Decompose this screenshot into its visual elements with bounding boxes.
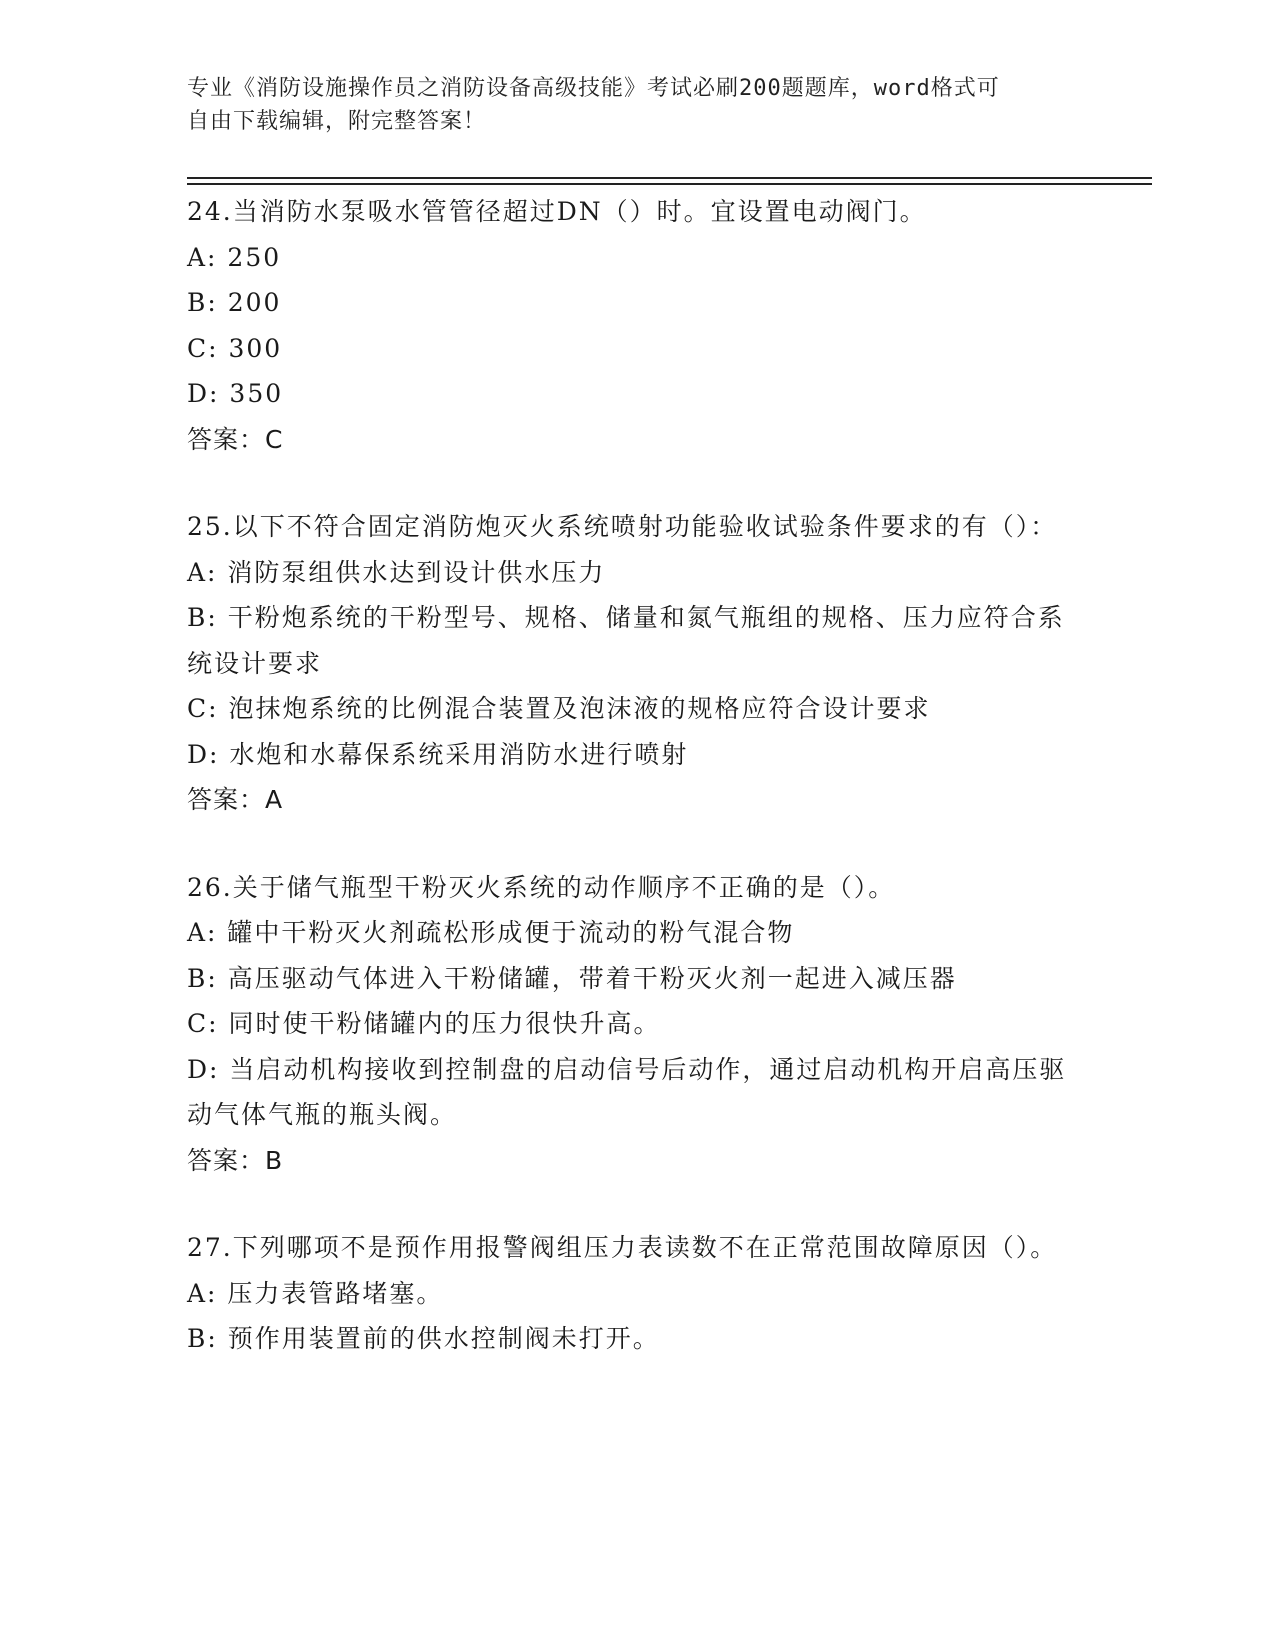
answer-line: 答案：C [187,424,284,454]
option-d: D: 当启动机构接收到控制盘的启动信号后动作，通过启动机构开启高压驱动气体气瓶的瓶头阀。 [187,1054,1067,1129]
option-a: A: 罐中干粉灭火剂疏松形成便于流动的粉气混合物 [187,918,795,947]
option-b: B: 高压驱动气体进入干粉储罐，带着干粉灭火剂一起进入减压器 [187,963,957,993]
option-a: A: 消防泵组供水达到设计供水压力 [187,557,606,587]
option-b: B: 干粉炮系统的干粉型号、规格、储量和氮气瓶组的规格、压力应符合系统设计要求 [187,603,1065,678]
question-26 [187,865,1067,1184]
question-stem: 26.关于储气瓶型干粉灭火系统的动作顺序不正确的是（）。 [187,872,896,902]
question-stem: 25.以下不符合固定消防炮灭火系统喷射功能验收试验条件要求的有（）： [187,512,1058,541]
document-header [187,72,1067,138]
header-line-2: 自由下载编辑，附完整答案！ [187,109,487,134]
question-25 [187,504,1067,823]
header-rule-top [187,177,1152,179]
option-c: C: 泡抹炮系统的比例混合装置及泡沫液的规格应符合设计要求 [187,694,931,723]
option-d: D: 350 [187,379,284,408]
question-stem: 24.当消防水泵吸水管管径超过DN（）时。宜设置电动阀门。 [187,197,927,226]
question-list [187,189,1067,1404]
option-a: A: 250 [187,242,282,272]
header-rule-bottom [187,183,1152,185]
question-27 [187,1225,1067,1362]
option-c: C: 300 [187,333,283,363]
question-24 [187,189,1067,462]
header-line-1: 专业《消防设施操作员之消防设备高级技能》考试必刷200题题库，word格式可 [187,76,1000,101]
answer-line: 答案：B [187,1145,284,1175]
question-stem: 27.下列哪项不是预作用报警阀组压力表读数不在正常范围故障原因（）。 [187,1233,1058,1262]
option-b: B: 预作用装置前的供水控制阀未打开。 [187,1324,660,1353]
option-d: D: 水炮和水幕保系统采用消防水进行喷射 [187,739,689,769]
option-b: B: 200 [187,288,282,317]
option-c: C: 同时使干粉储罐内的压力很快升高。 [187,1009,661,1038]
answer-line: 答案：A [187,785,284,814]
option-a: A: 压力表管路堵塞。 [187,1278,444,1308]
